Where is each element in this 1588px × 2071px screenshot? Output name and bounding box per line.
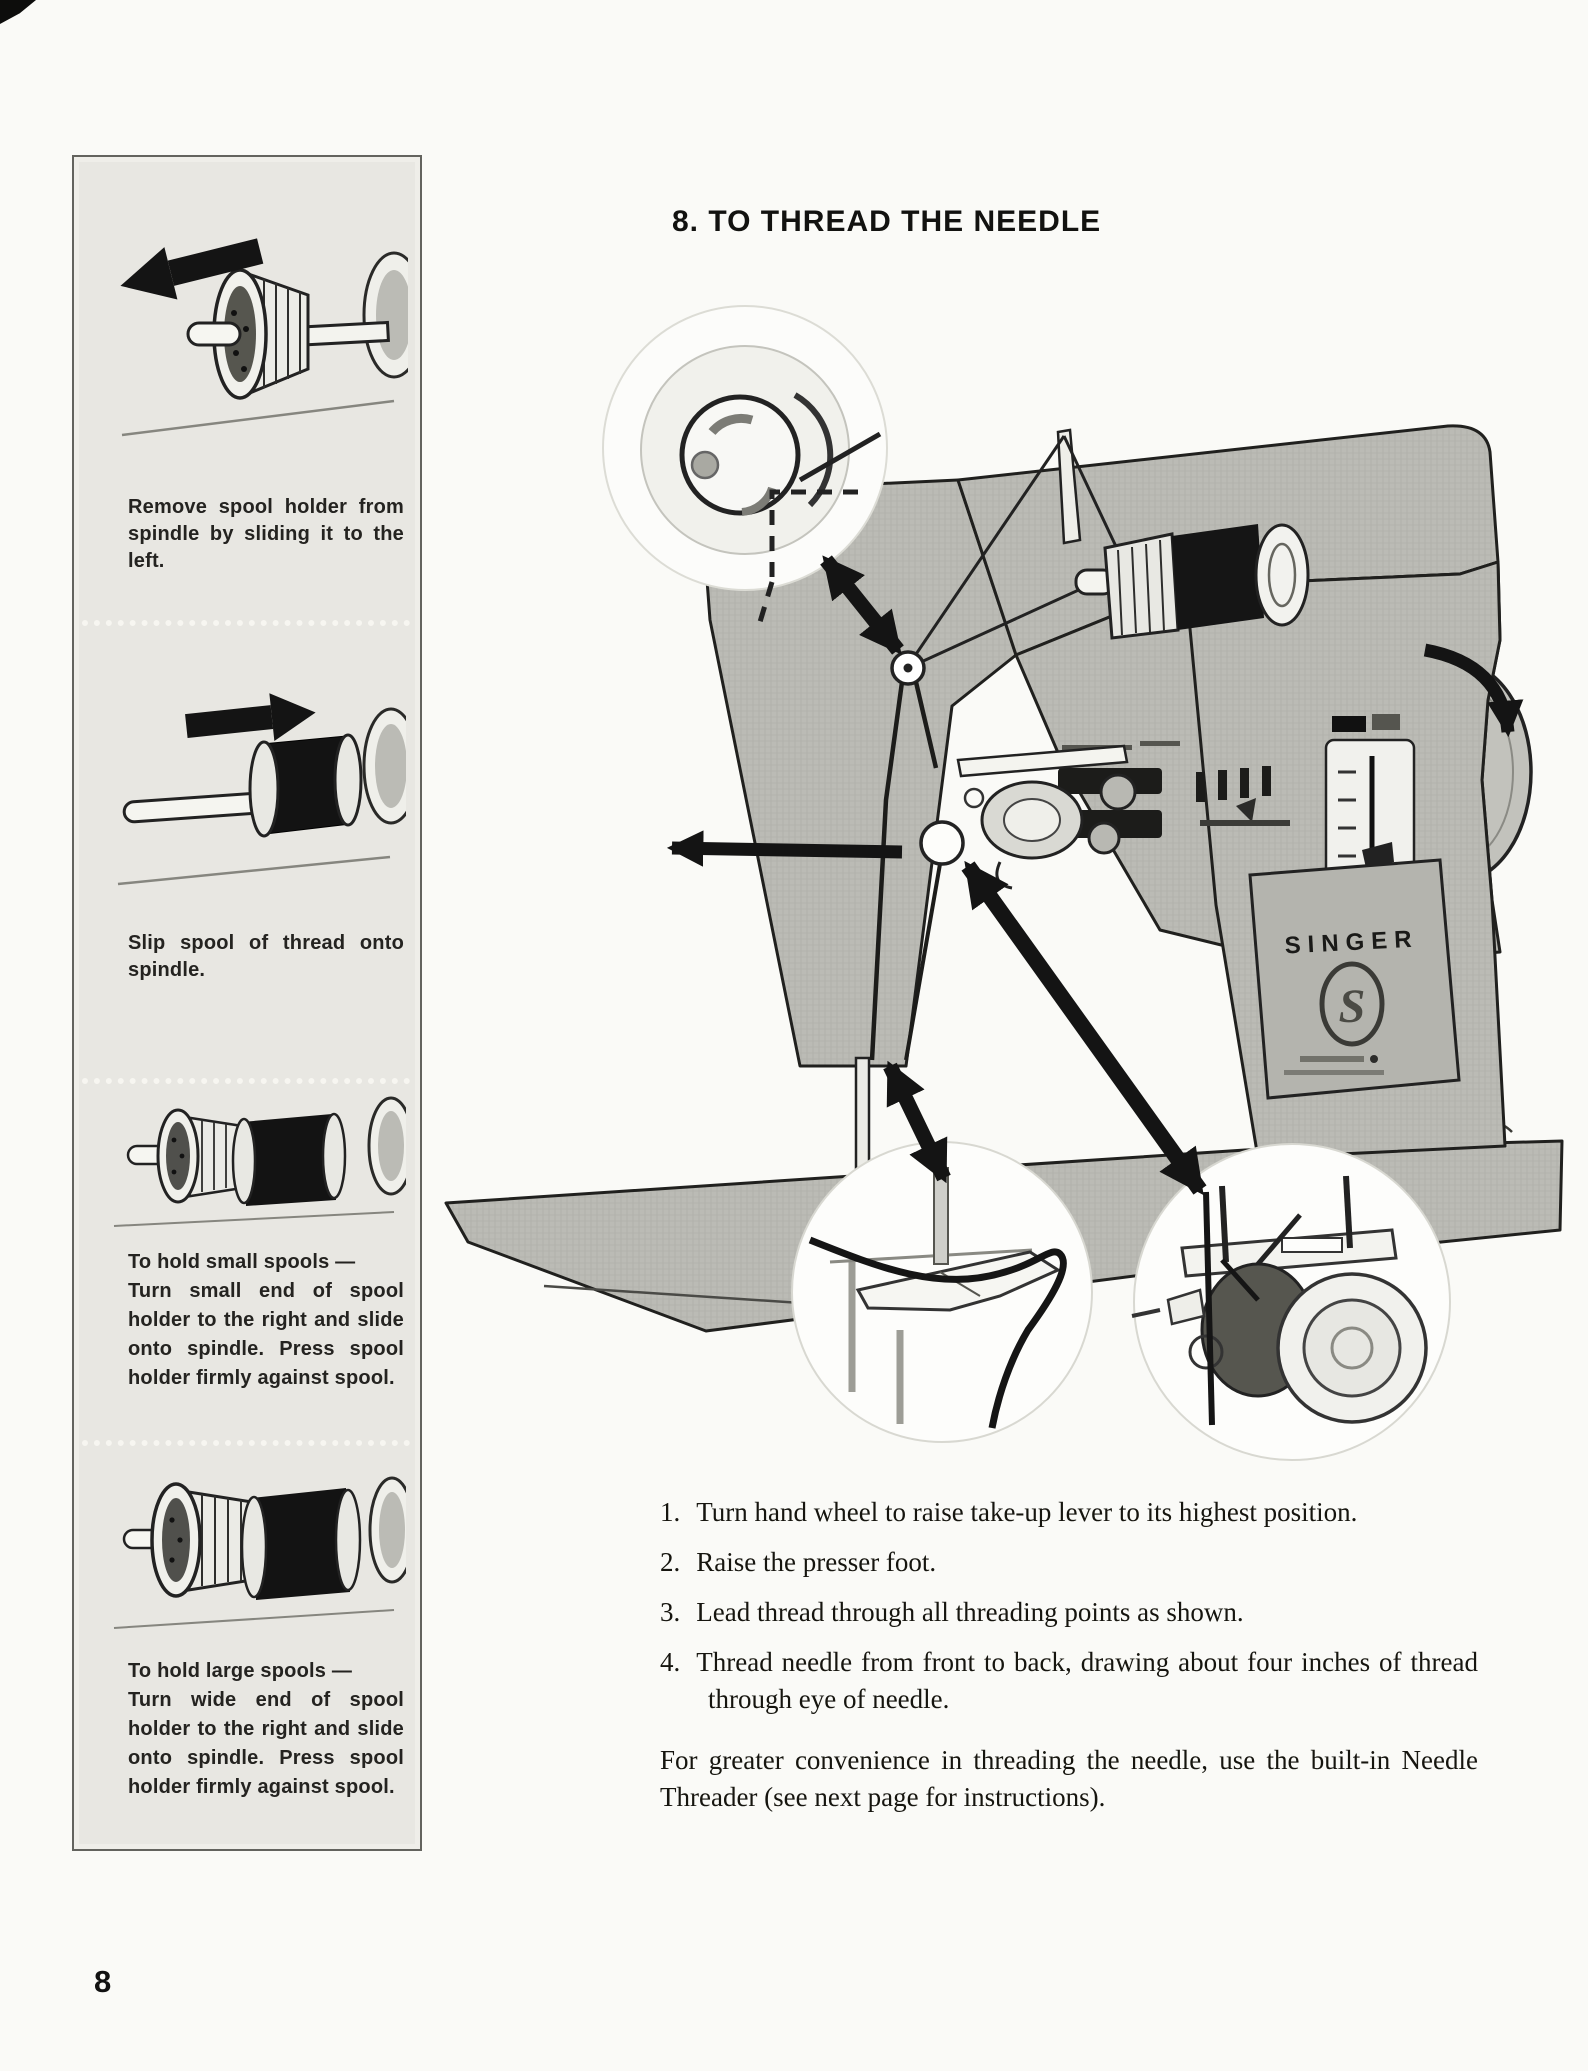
step-number: 4.	[660, 1647, 681, 1677]
needle-threader-note: For greater convenience in threading the needle, use the built-in Needle Threader (see next page for instructions).	[660, 1745, 1478, 1812]
brand-panel	[1250, 860, 1459, 1098]
perforation-divider	[82, 620, 410, 626]
thread-spool	[250, 735, 361, 836]
page-number: 8	[94, 1964, 112, 1999]
tension-discs-inset	[1132, 1144, 1450, 1460]
step-text: Thread needle from front to back, drawing about four inches of thread through eye of needle.	[696, 1647, 1478, 1714]
panel-caption	[128, 1657, 404, 1802]
panel-caption: Slip spool of thread onto spindle.	[128, 932, 404, 981]
thread-spool	[233, 1114, 345, 1206]
machine-brand-text: SINGER	[1283, 925, 1420, 960]
caption-lead: To hold small spools —	[128, 1251, 356, 1273]
threading-diagram	[430, 255, 1580, 1470]
step-item	[660, 1594, 1478, 1631]
section-heading: 8. TO THREAD THE NEEDLE	[672, 205, 1102, 238]
caption-lead: To hold large spools —	[128, 1660, 353, 1682]
threading-steps	[660, 1494, 1478, 1816]
step-text: Raise the presser foot.	[696, 1547, 937, 1577]
scan-artifact	[0, 0, 36, 24]
step-text: Lead thread through all threading points as shown.	[696, 1597, 1244, 1627]
small-spool-holder-illustration	[94, 1084, 406, 1234]
step-number: 2.	[660, 1547, 681, 1577]
step-item	[660, 1644, 1478, 1718]
panel-caption: Remove spool holder from spindle by sliding it to the left.	[128, 496, 404, 572]
large-spool-holder-illustration	[94, 1452, 406, 1637]
perforation-divider	[82, 1440, 410, 1446]
step-number: 1.	[660, 1497, 681, 1527]
spool-holder-cup	[188, 270, 308, 398]
spool-on-spindle-illustration	[94, 654, 406, 894]
thread-spool	[242, 1488, 360, 1600]
machine-badge-letter: S	[1338, 980, 1366, 1033]
caption-body: Turn wide end of spool holder to the right and slide onto spindle. Press spool holder firmly against spool.	[128, 1689, 404, 1798]
caption-body: Turn small end of spool holder to the right and slide onto spindle. Press spool holder firmly against spool.	[128, 1280, 404, 1389]
presser-foot-inset	[792, 1142, 1092, 1442]
step-item	[660, 1494, 1478, 1531]
spool-holder-instruction-strip	[72, 155, 422, 1851]
thread-guide-arrow	[672, 848, 902, 852]
spool-holder-cup	[152, 1484, 252, 1596]
step-number: 3.	[660, 1597, 681, 1627]
step-text: Turn hand wheel to raise take-up lever to its highest position.	[696, 1497, 1358, 1527]
spool-holder-slide-left-illustration	[92, 197, 408, 447]
spool-holder-cup	[158, 1110, 242, 1202]
step-item	[660, 1544, 1478, 1581]
panel-caption	[128, 1248, 404, 1393]
